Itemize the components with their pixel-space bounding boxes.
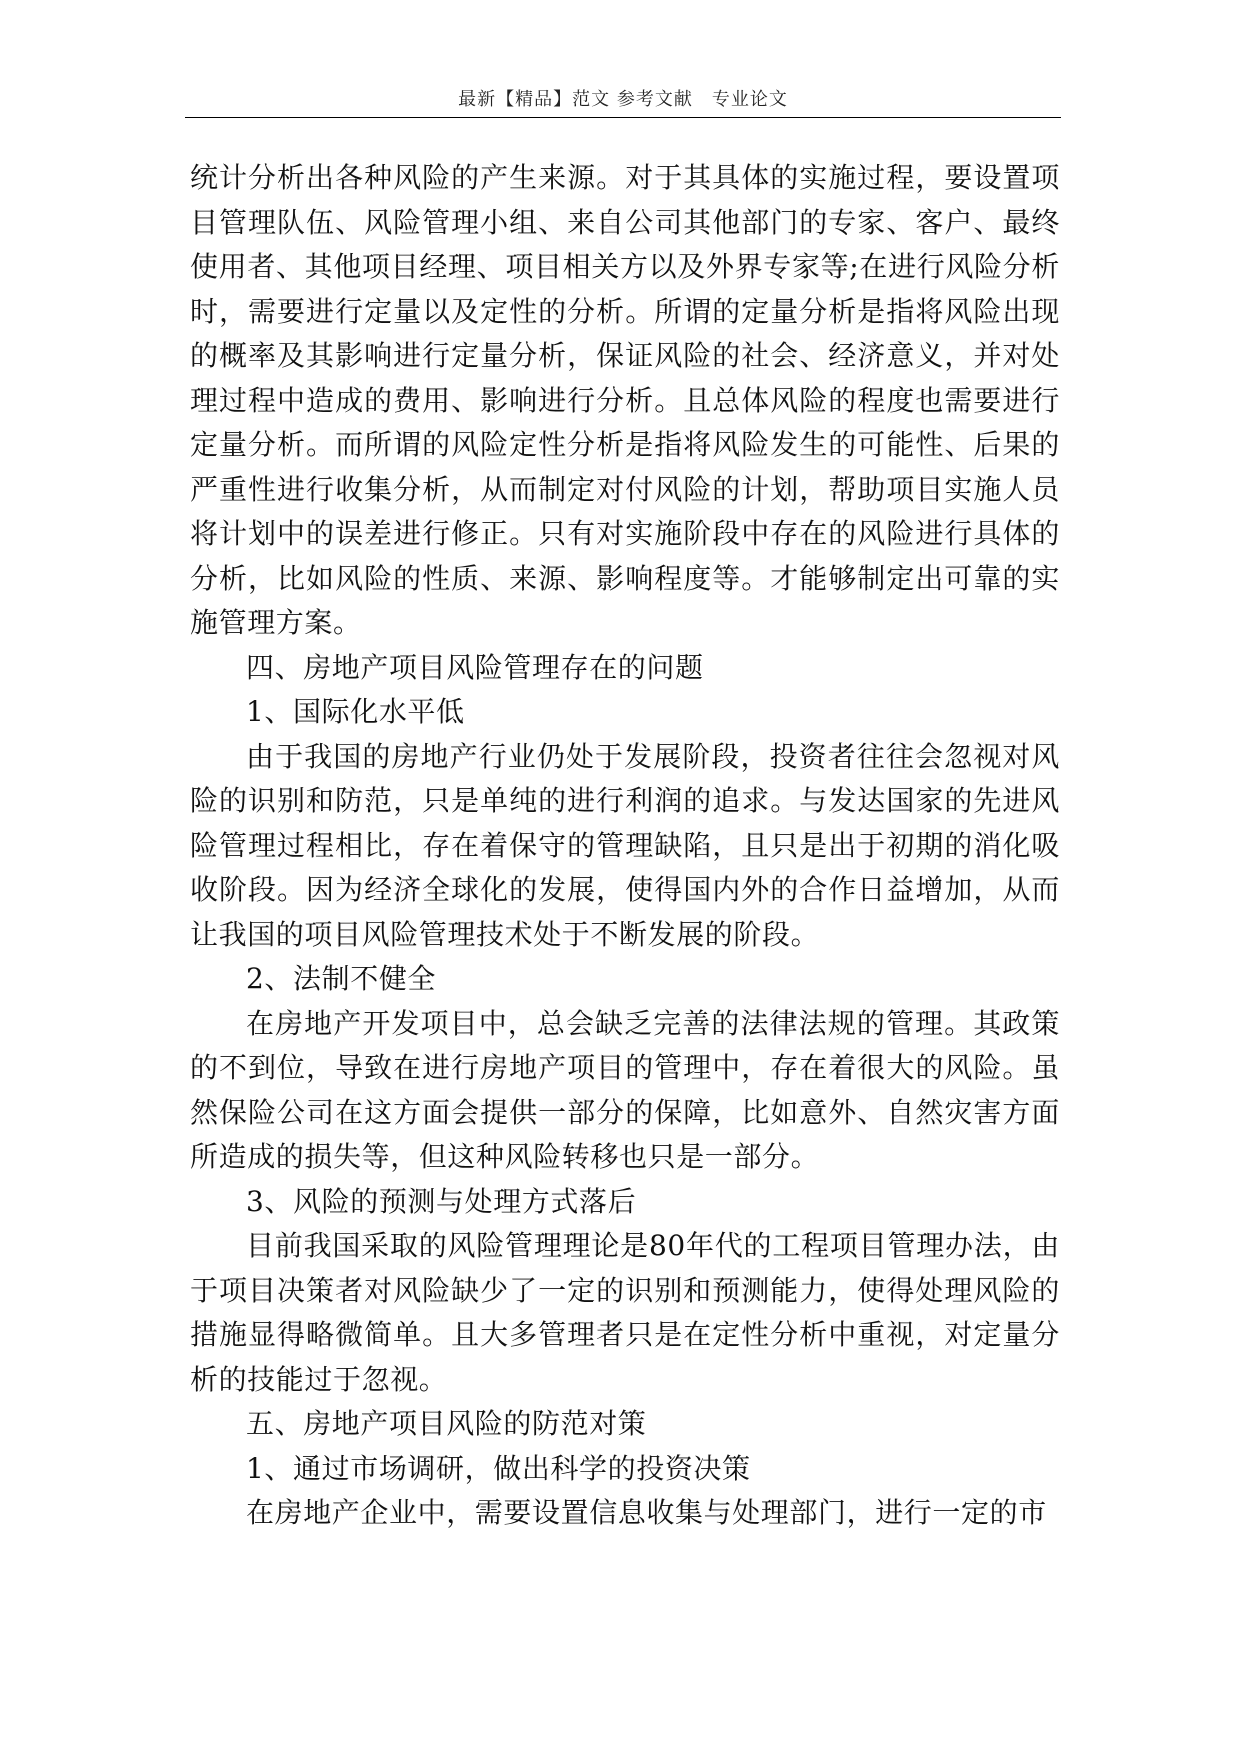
subheading-4-2: 2、法制不健全: [246, 962, 437, 995]
section-heading-5: 五、房地产项目风险的防范对策: [246, 1407, 647, 1440]
paragraph-continued: 统计分析出各种风险的产生来源。对于其具体的实施过程，要设置项目管理队伍、风险管理小组、来自公司其他部门的专家、客户、最终使用者、其他项目经理、项目相关方以及外界专家等;在进行风险分析时，需要进行定量以及定性的分析。所谓的定量分析是指将风险出现的概率及其影响进行定量分析，保证风险的社会、经济意义，并对处理过程中造成的费用、影响进行分析。且总体风险的程度也需要进行定量分析。而所谓的风险定性分析是指将风险发生的可能性、后果的严重性进行收集分析，从而制定对付风险的计划，帮助项目实施人员将计划中的误差进行修正。只有对实施阶段中存在的风险进行具体的分析，比如风险的性质、来源、影响程度等。才能够制定出可靠的实施管理方案。: [190, 161, 1060, 639]
paragraph-5-1: 在房地产企业中，需要设置信息收集与处理部门，进行一定的市: [246, 1496, 1047, 1529]
section-heading-4: 四、房地产项目风险管理存在的问题: [246, 650, 704, 684]
subheading-4-3: 3、风险的预测与处理方式落后: [246, 1184, 637, 1218]
header-rule: [185, 117, 1061, 118]
page-header: 最新【精品】范文 参考文献 专业论文: [458, 89, 788, 110]
paragraph-4-1: 由于我国的房地产行业仍处于发展阶段，投资者往往会忽视对风险的识别和防范，只是单纯的进行利润的追求。与发达国家的先进风险管理过程相比，存在着保守的管理缺陷，且只是出于初期的消化吸收阶段。因为经济全球化的发展，使得国内外的合作日益增加，从而让我国的项目风险管理技术处于不断发展的阶段。: [190, 739, 1060, 951]
subheading-4-1: 1、国际化水平低: [246, 695, 465, 728]
document-body: [190, 156, 1060, 1536]
paragraph-4-3: 目前我国采取的风险管理理论是80年代的工程项目管理办法，由于项目决策者对风险缺少了一定的识别和预测能力，使得处理风险的措施显得略微简单。且大多管理者只是在定性分析中重视，对定量分析的技能过于忽视。: [190, 1229, 1060, 1396]
paragraph-4-2: 在房地产开发项目中，总会缺乏完善的法律法规的管理。其政策的不到位，导致在进行房地产项目的管理中，存在着很大的风险。虽然保险公司在这方面会提供一部分的保障，比如意外、自然灾害方面所造成的损失等，但这种风险转移也只是一部分。: [190, 1006, 1060, 1173]
subheading-5-1: 1、通过市场调研，做出科学的投资决策: [246, 1451, 751, 1485]
